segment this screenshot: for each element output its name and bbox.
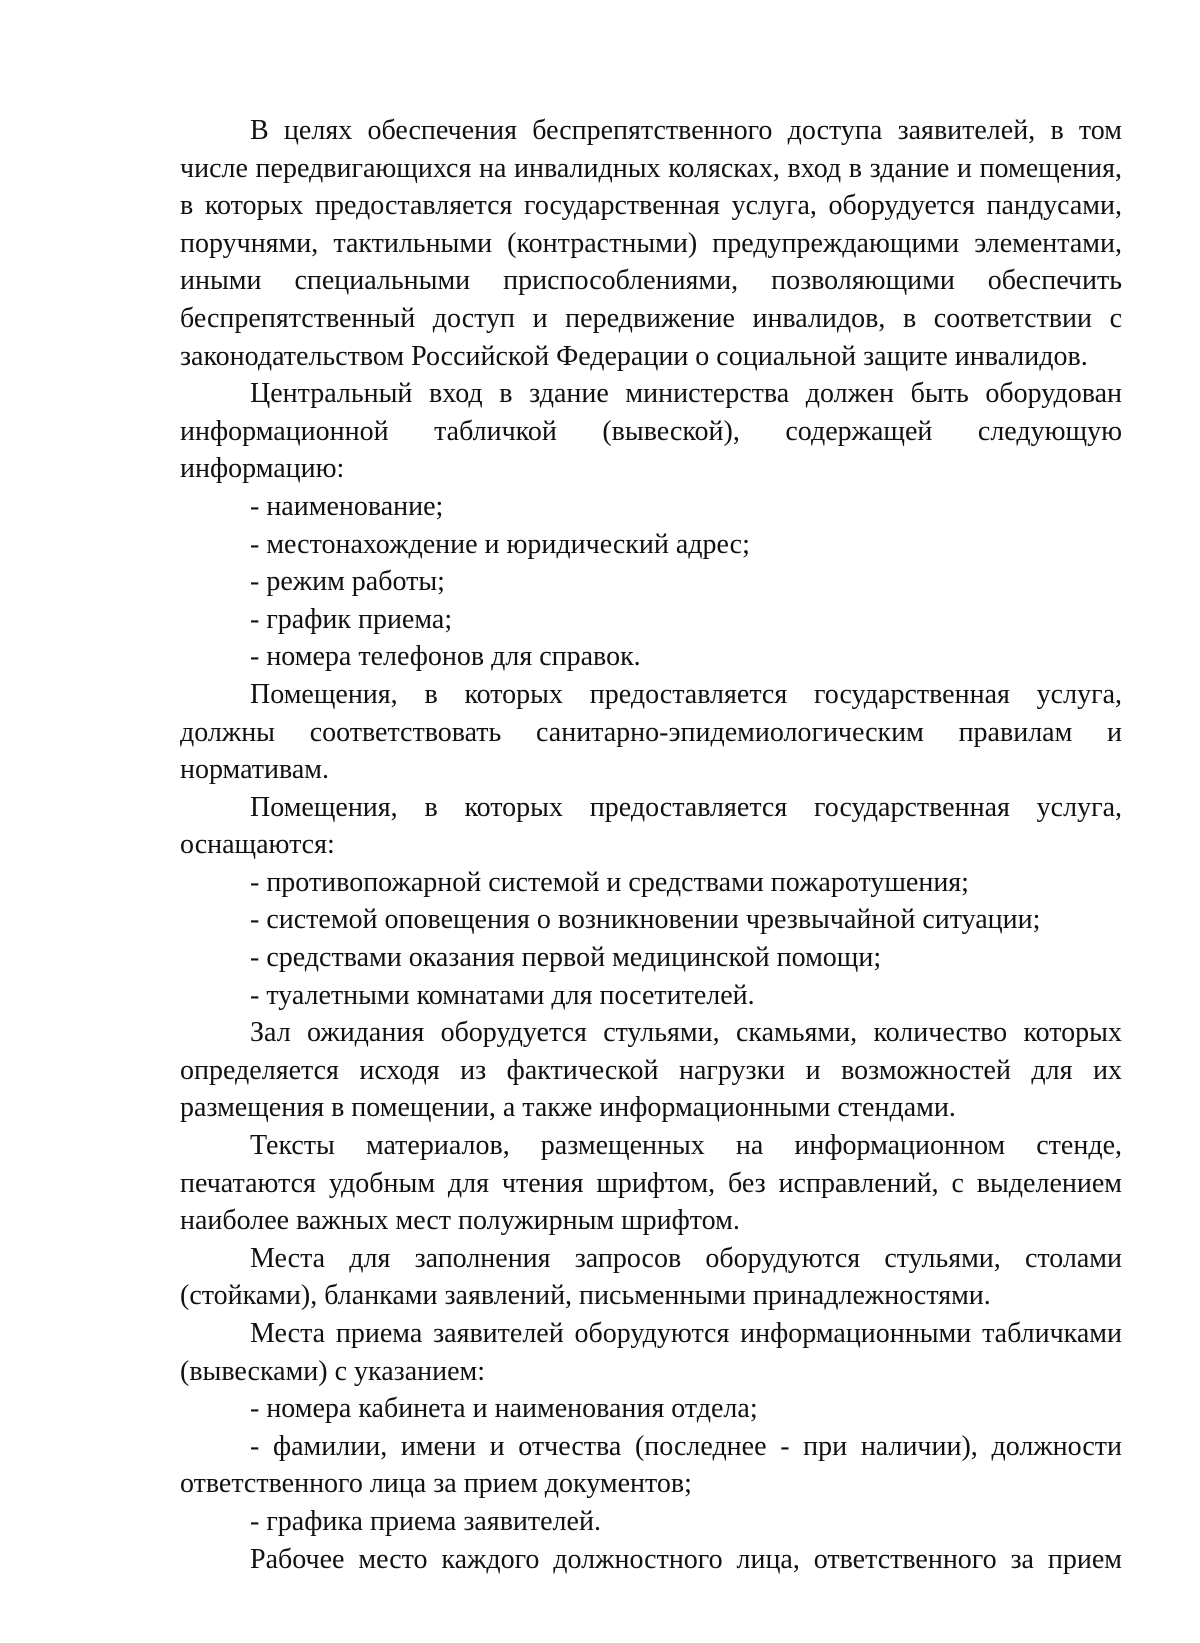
paragraph-waiting-hall: Зал ожидания оборудуется стульями, скамьями, количество которых определяется исходя из фактической нагрузки и возможностей для их размещения в помещении, а также информационными стендами. <box>180 1017 1122 1124</box>
list-item: - графика приема заявителей. <box>250 1505 601 1537</box>
paragraph-stand-texts: Тексты материалов, размещенных на информационном стенде, печатаются удобным для чтения шрифтом, без исправлений, с выделением наиболее важных мест полужирным шрифтом. <box>180 1130 1122 1237</box>
list-item: - противопожарной системой и средствами пожаротушения; <box>250 866 969 898</box>
paragraph-reception-places: Места приема заявителей оборудуются информационными табличками (вывесками) с указанием: <box>180 1318 1122 1387</box>
paragraph-accessibility: В целях обеспечения беспрепятственного доступа заявителей, в том числе передвигающихся на инвалидных колясках, вход в здание и помещения, в которых предоставляется государственная услуга, оборудуется пандусами, поручнями, тактильными (контрастными) предупреждающими элементами, иными специальными приспособлениями, позволяющими обеспечить беспрепятственный доступ и передвижение инвалидов, в соответствии с законодательством Российской Федерации о социальной защите инвалидов. <box>180 115 1122 372</box>
list-item: - туалетными комнатами для посетителей. <box>250 979 755 1011</box>
paragraph-workplace: Рабочее место каждого должностного лица, ответственного за прием <box>250 1543 1122 1575</box>
list-item: - системой оповещения о возникновении чрезвычайной ситуации; <box>250 904 1041 936</box>
list-item: - наименование; <box>250 490 444 522</box>
list-item: - график приема; <box>250 603 453 635</box>
list-item: - фамилии, имени и отчества (последнее - при наличии), должности ответственного лица за прием документов; <box>180 1430 1122 1500</box>
list-item: - средствами оказания первой медицинской помощи; <box>250 942 882 974</box>
paragraph-entrance-sign: Центральный вход в здание министерства должен быть оборудован информационной табличкой (вывеской), содержащей следующую информацию: <box>180 378 1122 485</box>
document-body <box>180 112 1122 1578</box>
paragraph-equipment: Помещения, в которых предоставляется государственная услуга, оснащаются: <box>180 791 1122 861</box>
paragraph-sanitary: Помещения, в которых предоставляется государственная услуга, должны соответствовать санитарно-эпидемиологическим правилам и нормативам. <box>180 678 1122 786</box>
list-item: - номера телефонов для справок. <box>250 641 641 673</box>
list-item: - местонахождение и юридический адрес; <box>250 528 750 560</box>
list-item: - номера кабинета и наименования отдела; <box>250 1393 758 1425</box>
list-item: - режим работы; <box>250 566 445 598</box>
paragraph-request-places: Места для заполнения запросов оборудуются стульями, столами (стойками), бланками заявлений, письменными принадлежностями. <box>180 1242 1122 1312</box>
